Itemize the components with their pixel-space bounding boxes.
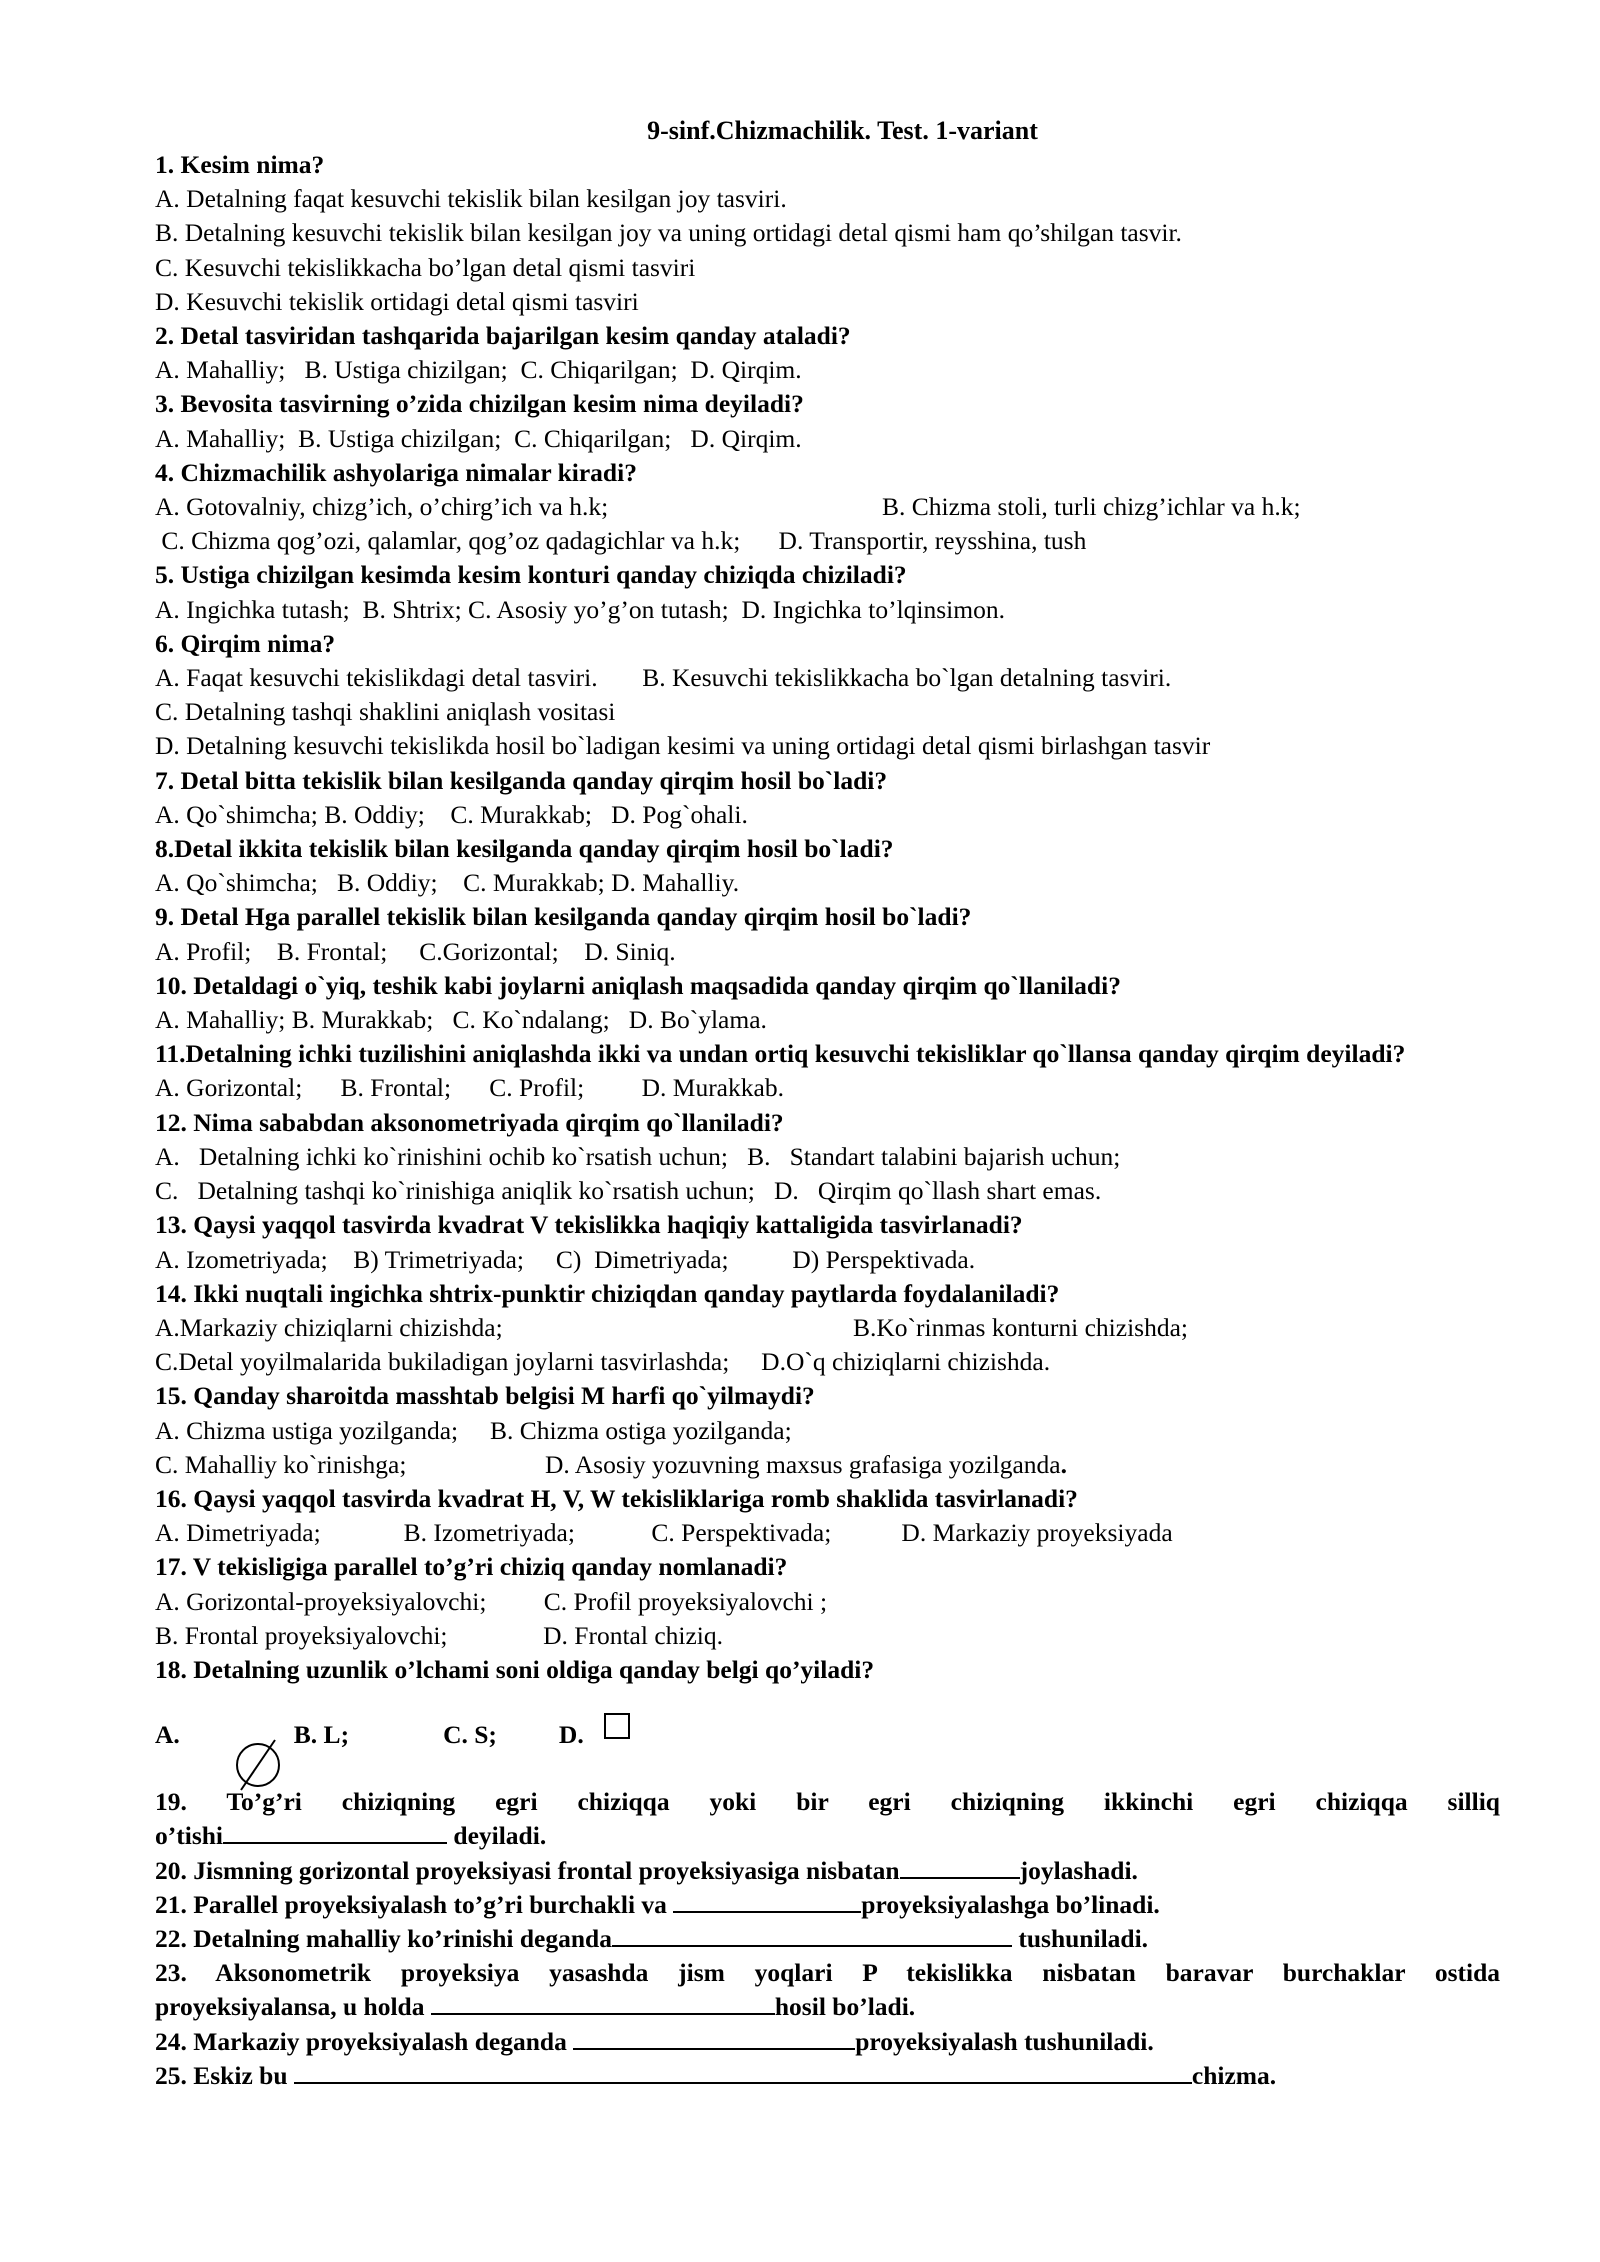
question-21-post: proyeksiyalashga bo’linadi. bbox=[861, 1889, 1160, 1919]
question-24 bbox=[155, 2025, 1500, 2059]
answer-18d: D. bbox=[558, 1720, 584, 1750]
question-19-pre: o’tishi bbox=[155, 1821, 224, 1851]
answers-13: A. Izometriyada; B) Trimetriyada; C) Dimetriyada; D) Perspektivada. bbox=[155, 1244, 976, 1274]
question-19-line2 bbox=[155, 1819, 1500, 1853]
answers-6-row1: A. Faqat kesuvchi tekislikdagi detal tasviri. B. Kesuvchi tekislikkacha bo`lgan detalning tasviri. bbox=[155, 663, 1172, 693]
question-6: 6. Qirqim nima? bbox=[155, 628, 336, 658]
question-18: 18. Detalning uzunlik o’lchami soni oldiga qanday belgi qo’yiladi? bbox=[155, 1654, 875, 1684]
question-2: 2. Detal tasviridan tashqarida bajarilgan kesim qanday ataladi? bbox=[155, 321, 851, 351]
answers-15-row2 bbox=[155, 1448, 1500, 1482]
question-23-line1: 23. Aksonometrik proyeksiya yasashda jism yoqlari P tekislikka nisbatan baravar burchaklar ostida bbox=[155, 1958, 1500, 1988]
question-25 bbox=[155, 2059, 1500, 2093]
blank-23[interactable] bbox=[431, 1991, 775, 2015]
question-20-post: joylashadi. bbox=[1019, 1855, 1138, 1885]
answers-2: A. Mahalliy; B. Ustiga chizilgan; C. Chiqarilgan; D. Qirqim. bbox=[155, 355, 802, 385]
answers-16: A. Dimetriyada; B. Izometriyada; C. Perspektivada; D. Markaziy proyeksiyada bbox=[155, 1518, 1173, 1548]
question-12: 12. Nima sababdan aksonometriyada qirqim qo`llaniladi? bbox=[155, 1107, 784, 1137]
question-21-pre: 21. Parallel proyeksiyalash to’g’ri burchakli va bbox=[155, 1889, 674, 1919]
question-8: 8.Detal ikkita tekislik bilan kesilganda qanday qirqim hosil bo`ladi? bbox=[155, 834, 894, 864]
question-11: 11.Detalning ichki tuzilishini aniqlashda ikki va undan ortiq kesuvchi tekisliklar qo`llansa qanday qirqim deyiladi? bbox=[155, 1039, 1406, 1069]
answer-18b: B. L; bbox=[293, 1720, 350, 1750]
question-5: 5. Ustiga chizilgan kesimda kesim konturi qanday chiziqda chiziladi? bbox=[155, 560, 907, 590]
answer-18a: A. bbox=[155, 1720, 180, 1750]
answer-4a: A. Gotovalniy, chizg’ich, o’chirg’ich va h.k; bbox=[155, 492, 609, 522]
question-1: 1. Kesim nima? bbox=[155, 150, 325, 179]
answers-12-row2: C. Detalning tashqi ko`rinishiga aniqlik ko`rsatish uchun; D. Qirqim qo`llash shart emas. bbox=[155, 1176, 1102, 1206]
question-20-pre: 20. Jismning gorizontal proyeksiyasi frontal proyeksiyasiga nisbatan bbox=[155, 1855, 900, 1885]
answer-6c: C. Detalning tashqi shaklini aniqlash vositasi bbox=[155, 697, 616, 727]
answer-1a: A. Detalning faqat kesuvchi tekislik bilan kesilgan joy tasviri. bbox=[155, 184, 787, 214]
question-23-post: hosil bo’ladi. bbox=[774, 1992, 916, 2022]
blank-24[interactable] bbox=[573, 2026, 855, 2050]
answer-1c: C. Kesuvchi tekislikkacha bo’lgan detal qismi tasviri bbox=[155, 252, 696, 282]
question-16: 16. Qaysi yaqqol tasvirda kvadrat H, V, W tekisliklariga romb shaklida tasvirlanadi? bbox=[155, 1483, 1078, 1513]
answers-3: A. Mahalliy; B. Ustiga chizilgan; C. Chiqarilgan; D. Qirqim. bbox=[155, 423, 802, 453]
answers-14-row2: C.Detal yoyilmalarida bukiladigan joylarni tasvirlashda; D.O`q chiziqlarni chizishda. bbox=[155, 1347, 1051, 1377]
question-3: 3. Bevosita tasvirning o’zida chizilgan kesim nima deyiladi? bbox=[155, 389, 804, 419]
answer-14a: A.Markaziy chiziqlarni chizishda; bbox=[155, 1312, 503, 1342]
answers-5: A. Ingichka tutash; B. Shtrix; C. Asosiy yo’g’on tutash; D. Ingichka to’lqinsimon. bbox=[155, 594, 1005, 624]
question-24-post: proyeksiyalash tushuniladi. bbox=[855, 2026, 1154, 2056]
answer-4b: B. Chizma stoli, turli chizg’ichlar va h.k; bbox=[882, 492, 1301, 522]
question-20 bbox=[155, 1854, 1500, 1888]
answer-15d-period: . bbox=[1060, 1449, 1067, 1479]
answers-10: A. Mahalliy; B. Murakkab; C. Ko`ndalang; D. Bo`ylama. bbox=[155, 1005, 767, 1035]
answers-8: A. Qo`shimcha; B. Oddiy; C. Murakkab; D. Mahalliy. bbox=[155, 868, 740, 898]
question-7: 7. Detal bitta tekislik bilan kesilganda qanday qirqim hosil bo`ladi? bbox=[155, 765, 888, 795]
answer-1b: B. Detalning kesuvchi tekislik bilan kesilgan joy va uning ortidagi detal qismi ham qo’shilgan tasvir. bbox=[155, 218, 1182, 248]
question-25-pre: 25. Eskiz bu bbox=[155, 2060, 294, 2090]
answers-14-row1 bbox=[155, 1311, 1500, 1345]
answer-14b: B.Ko`rinmas konturni chizishda; bbox=[853, 1312, 1188, 1342]
answer-18c: C. S; bbox=[443, 1720, 497, 1750]
answer-1d: D. Kesuvchi tekislik ortidagi detal qismi tasviri bbox=[155, 286, 639, 316]
answers-4-row1 bbox=[155, 490, 1500, 524]
question-10: 10. Detaldagi o`yiq, teshik kabi joylarni aniqlash maqsadida qanday qirqim qo`llaniladi? bbox=[155, 970, 1121, 1000]
blank-21[interactable] bbox=[673, 1889, 861, 1913]
answers-12-row1: A. Detalning ichki ko`rinishini ochib ko`rsatish uchun; B. Standart talabini bajarish uchun; bbox=[155, 1141, 1121, 1171]
answers-18 bbox=[155, 1695, 1500, 1775]
answers-4-row2: C. Chizma qog’ozi, qalamlar, qog’oz qadagichlar va h.k; D. Transportir, reysshina, tush bbox=[155, 526, 1087, 556]
question-21 bbox=[155, 1888, 1500, 1922]
question-15: 15. Qanday sharoitda masshtab belgisi M harfi qo`yilmaydi? bbox=[155, 1381, 815, 1411]
square-icon bbox=[604, 1713, 630, 1739]
question-23-pre: proyeksiyalansa, u holda bbox=[155, 1992, 431, 2022]
blank-19[interactable] bbox=[223, 1820, 447, 1844]
answer-15d: D. Asosiy yozuvning maxsus grafasiga yozilganda bbox=[545, 1449, 1061, 1479]
question-23-line2 bbox=[155, 1990, 1500, 2024]
answers-11: A. Gorizontal; B. Frontal; C. Profil; D. Murakkab. bbox=[155, 1073, 784, 1103]
answers-17-row1: A. Gorizontal-proyeksiyalovchi; C. Profil proyeksiyalovchi ; bbox=[155, 1586, 828, 1616]
test-page bbox=[155, 114, 1500, 2093]
answers-7: A. Qo`shimcha; B. Oddiy; C. Murakkab; D. Pog`ohali. bbox=[155, 799, 748, 829]
answers-9: A. Profil; B. Frontal; C.Gorizontal; D. Siniq. bbox=[155, 936, 676, 966]
answers-15-row1: A. Chizma ustiga yozilganda; B. Chizma ostiga yozilganda; bbox=[155, 1415, 792, 1445]
question-25-post: chizma. bbox=[1191, 2060, 1277, 2090]
question-17: 17. V tekisligiga parallel to’g’ri chiziq qanday nomlanadi? bbox=[155, 1552, 788, 1582]
answers-17-row2: B. Frontal proyeksiyalovchi; D. Frontal chiziq. bbox=[155, 1620, 724, 1650]
question-22-pre: 22. Detalning mahalliy ko’rinishi deganda bbox=[155, 1923, 612, 1953]
diameter-icon bbox=[190, 1705, 250, 1765]
question-9: 9. Detal Hga parallel tekislik bilan kesilganda qanday qirqim hosil bo`ladi? bbox=[155, 902, 972, 932]
answer-6d: D. Detalning kesuvchi tekislikda hosil bo`ladigan kesimi va uning ortidagi detal qismi birlashgan tasvir bbox=[155, 731, 1211, 761]
blank-20[interactable] bbox=[900, 1855, 1020, 1879]
question-19-post: deyiladi. bbox=[447, 1821, 547, 1851]
question-13: 13. Qaysi yaqqol tasvirda kvadrat V tekislikka haqiqiy kattaligida tasvirlanadi? bbox=[155, 1210, 1023, 1240]
question-14: 14. Ikki nuqtali ingichka shtrix-punktir chiziqdan qanday paytlarda foydalaniladi? bbox=[155, 1278, 1060, 1308]
question-4: 4. Chizmachilik ashyolariga nimalar kiradi? bbox=[155, 457, 637, 487]
question-24-pre: 24. Markaziy proyeksiyalash deganda bbox=[155, 2026, 574, 2056]
page-title: 9-sinf.Chizmachilik. Test. 1-variant bbox=[647, 116, 1038, 145]
question-19-line1: 19. To’g’ri chiziqning egri chiziqqa yoki bir egri chiziqning ikkinchi egri chiziqqa silliq bbox=[155, 1787, 1500, 1817]
blank-22[interactable] bbox=[612, 1923, 1012, 1947]
answer-15c: C. Mahalliy ko`rinishga; bbox=[155, 1449, 407, 1479]
blank-25[interactable] bbox=[294, 2060, 1192, 2084]
question-22-post: tushuniladi. bbox=[1011, 1923, 1149, 1953]
question-22 bbox=[155, 1922, 1500, 1956]
